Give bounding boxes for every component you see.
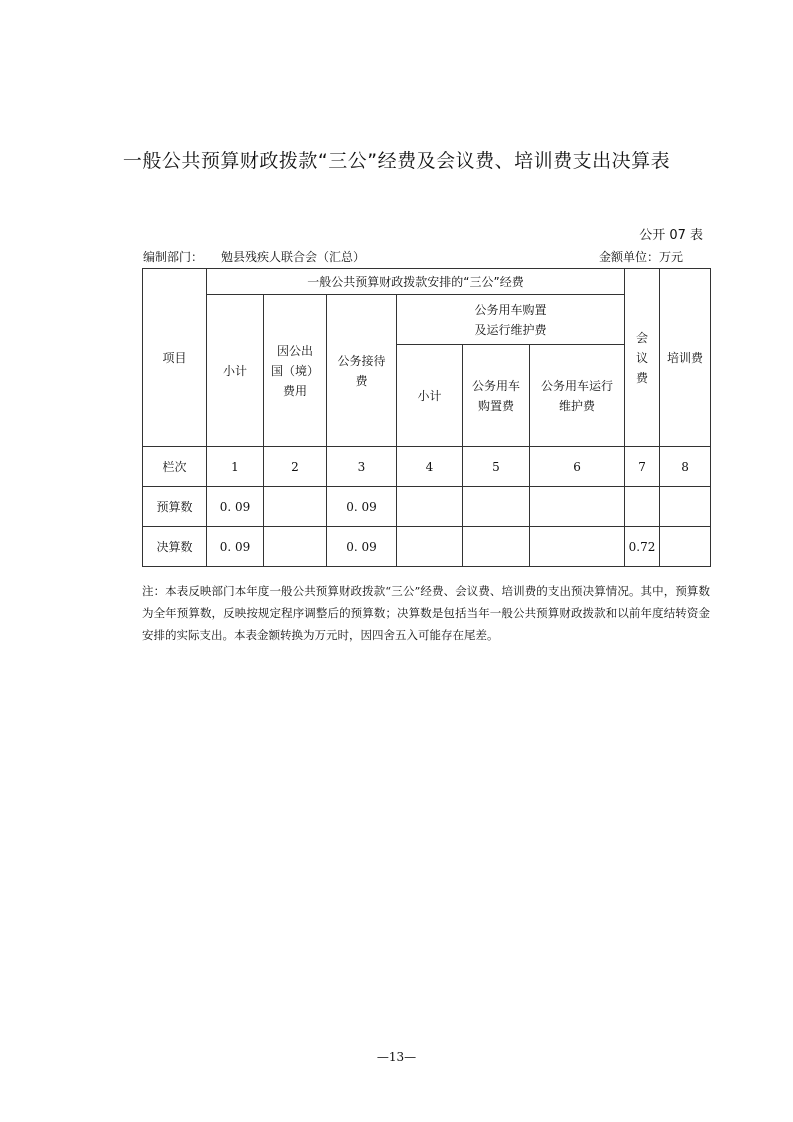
table-cell bbox=[264, 527, 327, 567]
table-cell bbox=[397, 527, 463, 567]
header-abroad-fee: 因公出 国（境） 费用 bbox=[264, 295, 327, 447]
table-cell bbox=[530, 527, 625, 567]
department-name: 勉县残疾人联合会（汇总） bbox=[221, 250, 366, 264]
header-car-purchase: 公务用车 购置费 bbox=[463, 345, 530, 447]
row-label: 预算数 bbox=[143, 487, 207, 527]
header-subtotal: 小计 bbox=[207, 295, 264, 447]
table-cell: 1 bbox=[207, 447, 264, 487]
table-cell: 0. 09 bbox=[207, 487, 264, 527]
table-cell bbox=[530, 487, 625, 527]
table-row bbox=[143, 447, 711, 487]
table-note: 注：本表反映部门本年度一般公共预算财政拨款“三公”经费、会议费、培训费的支出预决算情况。其中，预算数为全年预算数，反映按规定程序调整后的预算数；决算数是包括当年一般公共预算财政拨款和以前年度结转资金安排的实际支出。本表金额转换为万元时，因四舍五入可能存在尾差。 bbox=[142, 584, 710, 642]
table-cell: 2 bbox=[264, 447, 327, 487]
table-cell: 0. 09 bbox=[207, 527, 264, 567]
expense-table bbox=[142, 268, 711, 567]
header-group-three-expenses: 一般公共预算财政拨款安排的“三公”经费 bbox=[207, 269, 625, 295]
unit-label: 金额单位：万元 bbox=[598, 250, 683, 264]
table-row bbox=[143, 527, 711, 567]
header-meeting-fee: 会 议 费 bbox=[625, 269, 660, 447]
department-label: 编制部门： bbox=[143, 250, 204, 264]
table-code: 公开 07 表 bbox=[639, 228, 703, 243]
page-number: —13— bbox=[376, 1050, 417, 1064]
header-reception-fee: 公务接待 费 bbox=[327, 295, 397, 447]
row-label: 栏次 bbox=[143, 447, 207, 487]
table-cell bbox=[625, 487, 660, 527]
table-cell: 0. 09 bbox=[327, 527, 397, 567]
table-cell: 0.72 bbox=[625, 527, 660, 567]
table-cell: 0. 09 bbox=[327, 487, 397, 527]
table-cell bbox=[463, 527, 530, 567]
table-cell bbox=[660, 527, 711, 567]
table-cell: 5 bbox=[463, 447, 530, 487]
table-cell bbox=[463, 487, 530, 527]
table-cell: 8 bbox=[660, 447, 711, 487]
header-car-running: 公务用车运行 维护费 bbox=[530, 345, 625, 447]
table-cell: 7 bbox=[625, 447, 660, 487]
table-row bbox=[143, 487, 711, 527]
page-title: 一般公共预算财政拨款“三公”经费及会议费、培训费支出决算表 bbox=[122, 150, 671, 172]
table-cell: 3 bbox=[327, 447, 397, 487]
table-cell: 4 bbox=[397, 447, 463, 487]
table-cell: 6 bbox=[530, 447, 625, 487]
row-label: 决算数 bbox=[143, 527, 207, 567]
header-car-subtotal: 小计 bbox=[397, 345, 463, 447]
table-cell bbox=[397, 487, 463, 527]
table-cell bbox=[264, 487, 327, 527]
header-item: 项目 bbox=[143, 269, 207, 447]
header-car-group: 公务用车购置 及运行维护费 bbox=[397, 295, 625, 345]
department-line bbox=[143, 248, 365, 265]
header-training-fee: 培训费 bbox=[660, 269, 711, 447]
table-cell bbox=[660, 487, 711, 527]
